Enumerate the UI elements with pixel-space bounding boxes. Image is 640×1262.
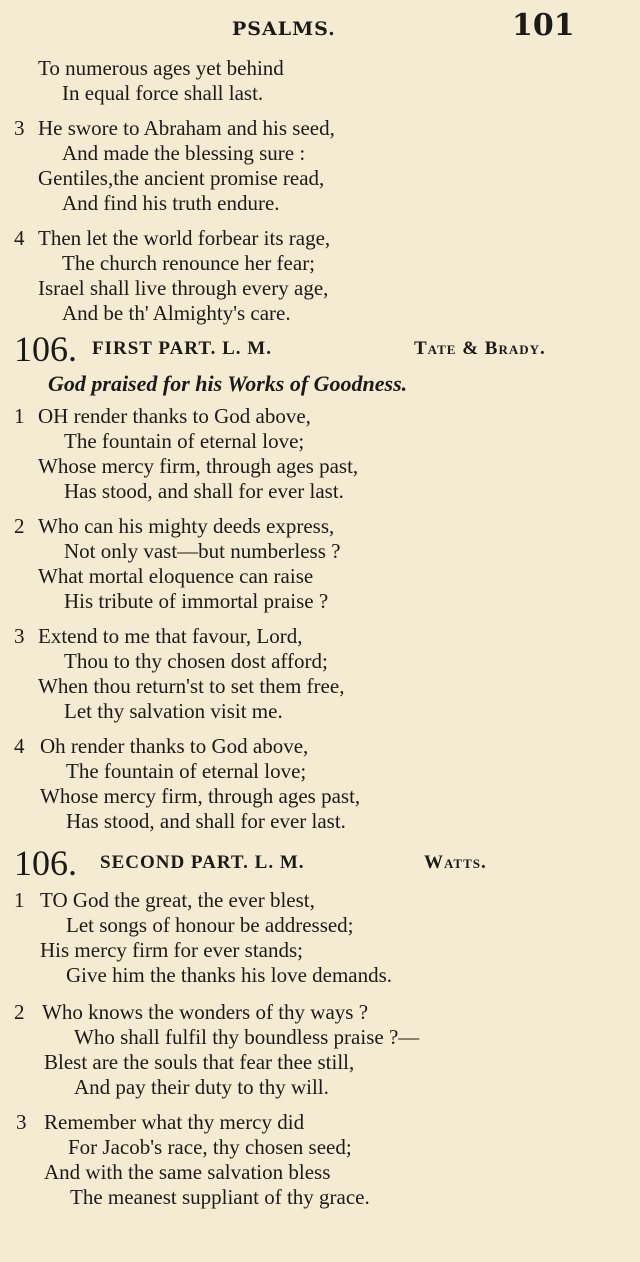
verse-line: And made the blessing sure : [62, 141, 306, 165]
psalm-part-label: SECOND PART. L. M. [100, 852, 305, 873]
verse-line: Then let the world forbear its rage, [38, 226, 331, 250]
stanza-number: 3 [16, 1110, 27, 1134]
psalm-author: Watts. [424, 852, 487, 873]
verse-line: Remember what thy mercy did [44, 1110, 305, 1134]
verse-line: Who can his mighty deeds express, [38, 514, 335, 538]
verse-line: And find his truth endure. [62, 191, 280, 215]
psalm-number: 106. [14, 329, 77, 369]
stanza-number: 4 [14, 734, 25, 758]
verse-line: Who knows the wonders of thy ways ? [42, 1000, 369, 1024]
verse-line: Let thy salvation visit me. [64, 699, 283, 723]
psalm-author: Tate & Brady. [414, 338, 546, 359]
verse-line: TO God the great, the ever blest, [40, 888, 315, 912]
verse-line: Blest are the souls that fear thee still, [44, 1050, 355, 1074]
psalm-subtitle: God praised for his Works of Goodness. [48, 371, 408, 396]
verse-line: To numerous ages yet behind [38, 56, 284, 80]
verse-line: The fountain of eternal love; [66, 759, 307, 783]
running-head: PSALMS. [232, 18, 336, 40]
verse-line: Israel shall live through every age, [38, 276, 329, 300]
verse-line: Whose mercy firm, through ages past, [38, 454, 359, 478]
verse-line: In equal force shall last. [62, 81, 264, 105]
verse-line: Not only vast—but numberless ? [64, 539, 341, 563]
verse-line: The church renounce her fear; [62, 251, 316, 275]
verse-line: Thou to thy chosen dost afford; [64, 649, 328, 673]
psalm-heading-first-part [14, 329, 634, 369]
verse-line: And with the same salvation bless [44, 1160, 331, 1184]
stanza-number: 2 [14, 1000, 25, 1024]
verse-line: Has stood, and shall for ever last. [64, 479, 344, 503]
verse-line: OH render thanks to God above, [38, 404, 311, 428]
verse-line: And pay their duty to thy will. [74, 1075, 329, 1099]
stanza-number: 3 [14, 624, 25, 648]
verse-line: His mercy firm for ever stands; [40, 938, 304, 962]
verse-line: The fountain of eternal love; [64, 429, 305, 453]
stanza-number: 2 [14, 514, 25, 538]
stanza-number: 4 [14, 226, 25, 250]
verse-line: Who shall fulfil thy boundless praise ?— [74, 1025, 420, 1049]
verse-line: His tribute of immortal praise ? [64, 589, 329, 613]
verse-line: When thou return'st to set them free, [38, 674, 345, 698]
stanza-number: 3 [14, 116, 25, 140]
verse-line: For Jacob's race, thy chosen seed; [68, 1135, 352, 1159]
psalm-part-label: FIRST PART. L. M. [92, 338, 272, 359]
verse-line: Oh render thanks to God above, [40, 734, 309, 758]
verse-line: What mortal eloquence can raise [38, 564, 314, 588]
verse-line: Give him the thanks his love demands. [66, 963, 393, 987]
verse-line: He swore to Abraham and his seed, [38, 116, 335, 140]
verse-line: Whose mercy firm, through ages past, [40, 784, 361, 808]
verse-line: And be th' Almighty's care. [62, 301, 291, 325]
stanza-number: 1 [14, 888, 25, 912]
psalm-number: 106. [14, 843, 77, 883]
verse-line: Let songs of honour be addressed; [66, 913, 354, 937]
stanza-number: 1 [14, 404, 25, 428]
page-number: 101 [512, 8, 575, 43]
psalm-heading-second-part [14, 843, 634, 883]
verse-line: Gentiles,the ancient promise read, [38, 166, 325, 190]
page-header [0, 8, 640, 44]
verse-line: Has stood, and shall for ever last. [66, 809, 346, 833]
verse-line: The meanest suppliant of thy grace. [70, 1185, 370, 1209]
verse-line: Extend to me that favour, Lord, [38, 624, 303, 648]
